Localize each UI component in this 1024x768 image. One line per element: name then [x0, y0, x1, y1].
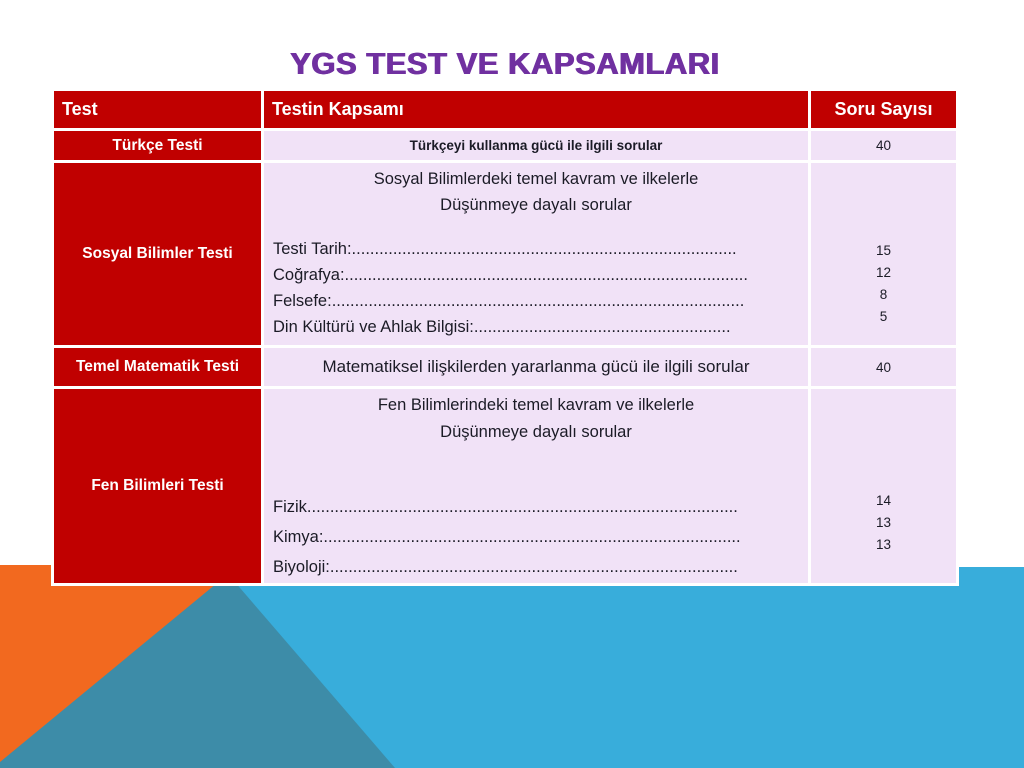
question-count: 14	[875, 493, 892, 508]
table-header-row	[54, 91, 956, 128]
question-count: 8	[879, 287, 888, 302]
table-row	[54, 131, 956, 160]
ygs-table	[51, 88, 959, 586]
subject-line: Biyoloji:.........................................................................................	[273, 558, 738, 576]
subject-line: Din Kültürü ve Ahlak Bilgisi:........................................................	[273, 318, 731, 336]
cell-count-sosyal	[811, 163, 956, 345]
test-name: Sosyal Bilimler Testi	[82, 245, 233, 262]
cell-test-sosyal	[54, 163, 261, 345]
cell-scope-fen	[264, 389, 808, 583]
table-row	[54, 348, 956, 386]
cell-test-matematik	[54, 348, 261, 386]
subject-line: Testi Tarih:....................................................................................	[273, 240, 737, 258]
test-name: Fen Bilimleri Testi	[91, 477, 224, 494]
header-testin-kapsami: Testin Kapsamı	[264, 91, 808, 128]
cell-test-fen	[54, 389, 261, 583]
question-count: 40	[875, 138, 892, 153]
question-count: 5	[879, 309, 888, 324]
question-count: 15	[875, 243, 892, 258]
header-test: Test	[54, 91, 261, 128]
cell-scope-sosyal	[264, 163, 808, 345]
scope-text: Düşünmeye dayalı sorular	[440, 196, 632, 214]
subject-line: Fizik..............................................................................................	[273, 498, 738, 516]
cell-scope-matematik	[264, 348, 808, 386]
page-title: YGS TEST VE KAPSAMLARI	[290, 46, 720, 81]
cell-count-matematik	[811, 348, 956, 386]
scope-text: Düşünmeye dayalı sorular	[440, 423, 632, 441]
scope-text: Matematiksel ilişkilerden yararlanma gücü ile ilgili sorular	[322, 357, 750, 376]
question-count: 13	[875, 537, 892, 552]
question-count: 12	[875, 265, 892, 280]
subject-line: Felsefe:..........................................................................................	[273, 292, 745, 310]
subject-line: Kimya:...........................................................................................	[273, 528, 741, 546]
table-row	[54, 163, 956, 345]
scope-text: Fen Bilimlerindeki temel kavram ve ilkelerle	[377, 396, 695, 414]
cell-count-fen	[811, 389, 956, 583]
test-name: Temel Matematik Testi	[75, 358, 240, 375]
cell-test-turkce	[54, 131, 261, 160]
subject-line: Coğrafya:........................................................................................	[273, 266, 748, 284]
scope-text: Sosyal Bilimlerdeki temel kavram ve ilkelerle	[373, 170, 699, 188]
decorative-shapes	[0, 560, 1024, 768]
question-count: 40	[875, 359, 892, 375]
table-row	[54, 389, 956, 583]
cell-scope-turkce	[264, 131, 808, 160]
scope-text: Türkçeyi kullanma gücü ile ilgili sorular	[409, 138, 663, 153]
cell-count-turkce	[811, 131, 956, 160]
header-soru-sayisi: Soru Sayısı	[811, 91, 956, 128]
test-name: Türkçe Testi	[112, 136, 203, 154]
question-count: 13	[875, 515, 892, 530]
